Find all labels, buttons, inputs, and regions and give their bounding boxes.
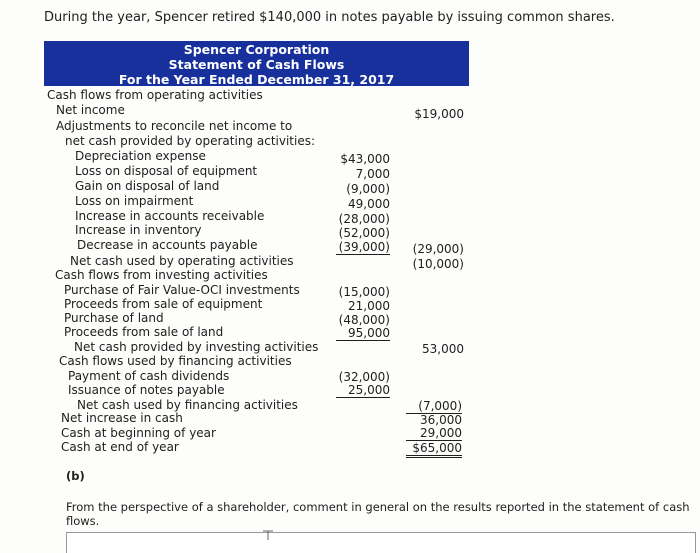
net-income-label: Net income [56, 103, 125, 117]
issuance-notes-amount: 25,000 [336, 383, 390, 398]
depreciation-amount: $43,000 [340, 152, 390, 166]
financing-heading: Cash flows used by financing activities [59, 354, 292, 368]
payment-dividends-label: Payment of cash dividends [68, 369, 230, 383]
answer-textbox[interactable] [66, 532, 696, 553]
loss-impairment-label: Loss on impairment [75, 194, 194, 208]
net-income-total: $19,000 [414, 107, 464, 121]
loss-impairment-amount: 49,000 [348, 197, 390, 211]
operating-heading: Cash flows from operating activities [47, 88, 263, 102]
cash-beginning-label: Cash at beginning of year [61, 426, 216, 440]
loss-equipment-amount: 7,000 [355, 167, 390, 181]
net-financing-label: Net cash used by financing activities [77, 398, 298, 412]
net-financing-total: (7,000) [406, 399, 462, 414]
increase-ar-amount: (28,000) [338, 212, 390, 226]
statement-period: For the Year Ended December 31, 2017 [118, 72, 395, 87]
adjustments-label-1: Adjustments to reconcile net income to [56, 119, 293, 133]
purchase-fvoci-amount: (15,000) [338, 285, 390, 299]
purchase-land-label: Purchase of land [64, 311, 164, 325]
increase-inventory-label: Increase in inventory [75, 223, 202, 237]
purchase-land-amount: (48,000) [338, 313, 390, 327]
cash-beginning-total: 29,000 [406, 426, 462, 441]
statement-header [44, 41, 469, 86]
gain-land-amount: (9,000) [346, 182, 390, 196]
cash-end-label: Cash at end of year [61, 440, 179, 454]
increase-ar-label: Increase in accounts receivable [75, 209, 265, 223]
cash-end-total: $65,000 [406, 441, 462, 458]
issuance-notes-label: Issuance of notes payable [68, 383, 225, 397]
text-cursor-icon [262, 530, 274, 541]
net-investing-label: Net cash provided by investing activities [74, 340, 319, 354]
proceeds-equipment-amount: 21,000 [348, 299, 390, 313]
net-operating-label: Net cash used by operating activities [70, 254, 294, 268]
payment-dividends-amount: (32,000) [338, 370, 390, 384]
gain-land-label: Gain on disposal of land [75, 179, 220, 193]
net-operating-total: (10,000) [412, 257, 464, 271]
proceeds-land-label: Proceeds from sale of land [64, 325, 224, 339]
purchase-fvoci-label: Purchase of Fair Value-OCI investments [64, 283, 300, 297]
investing-heading: Cash flows from investing activities [55, 268, 268, 282]
loss-equipment-label: Loss on disposal of equipment [75, 164, 258, 178]
company-name: Spencer Corporation [183, 42, 330, 57]
net-increase-total: 36,000 [420, 413, 462, 427]
part-b-question: From the perspective of a shareholder, comment in general on the results reported in the statement of cash flows. [66, 500, 690, 528]
decrease-ap-label: Decrease in accounts payable [77, 238, 258, 252]
proceeds-equipment-label: Proceeds from sale of equipment [64, 297, 263, 311]
net-investing-total: 53,000 [422, 342, 464, 356]
depreciation-label: Depreciation expense [75, 149, 206, 163]
proceeds-land-amount: 95,000 [336, 326, 390, 341]
statement-title: Statement of Cash Flows [168, 57, 345, 72]
decrease-ap-amount: (39,000) [336, 240, 390, 255]
net-increase-label: Net increase in cash [61, 411, 183, 425]
adjustments-label-2: net cash provided by operating activities: [65, 134, 316, 148]
part-b-label: (b) [66, 469, 85, 483]
increase-inventory-amount: (52,000) [338, 226, 390, 240]
intro-text: During the year, Spencer retired $140,000 in notes payable by issuing common shares. [44, 10, 615, 25]
decrease-ap-total: (29,000) [412, 242, 464, 256]
